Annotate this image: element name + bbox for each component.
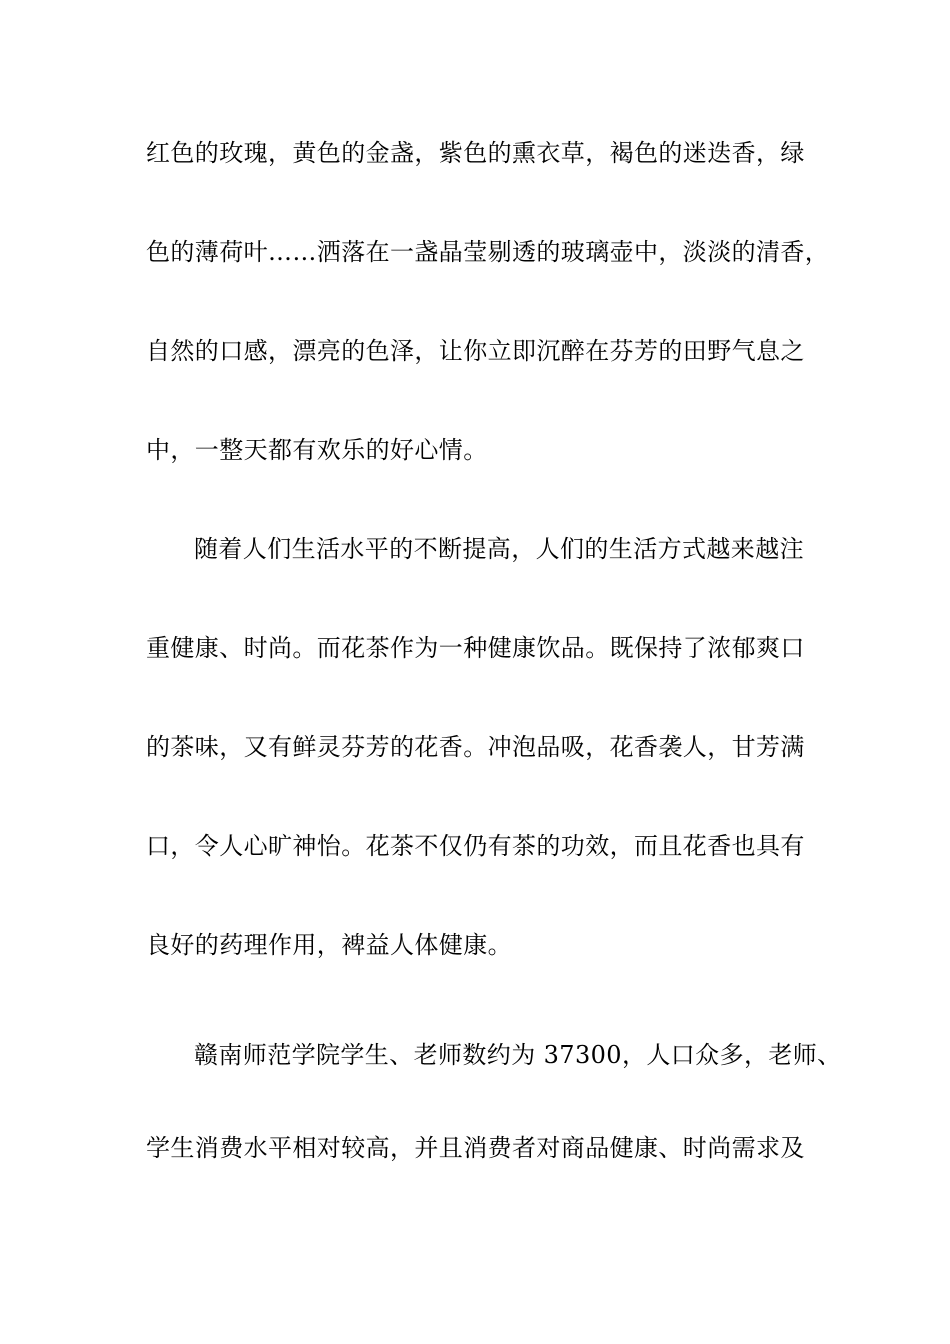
text-line: 的茶味，又有鲜灵芬芳的花香。冲泡品吸，花香袭人，甘芳满 <box>146 733 805 761</box>
text-line: 自然的口感，漂亮的色泽，让你立即沉醉在芬芳的田野气息之 <box>146 337 805 365</box>
text-line: 重健康、时尚。而花茶作为一种健康饮品。既保持了浓郁爽口 <box>146 634 805 662</box>
text-line: 中，一整天都有欢乐的好心情。 <box>146 436 488 464</box>
paragraph-first-line: 赣南师范学院学生、老师数约为 37300，人口众多，老师、 <box>194 1041 842 1069</box>
text-line: 红色的玫瑰，黄色的金盏，紫色的熏衣草，褐色的迷迭香，绿 <box>146 139 805 167</box>
text-line: 口，令人心旷神怡。花茶不仅仍有茶的功效，而且花香也具有 <box>146 832 805 860</box>
text-line: 色的薄荷叶……洒落在一盏晶莹剔透的玻璃壶中，淡淡的清香， <box>146 238 830 266</box>
text-line: 学生消费水平相对较高，并且消费者对商品健康、时尚需求及 <box>146 1134 805 1162</box>
paragraph-first-line: 随着人们生活水平的不断提高，人们的生活方式越来越注 <box>194 535 804 563</box>
text-line: 良好的药理作用，裨益人体健康。 <box>146 931 512 959</box>
